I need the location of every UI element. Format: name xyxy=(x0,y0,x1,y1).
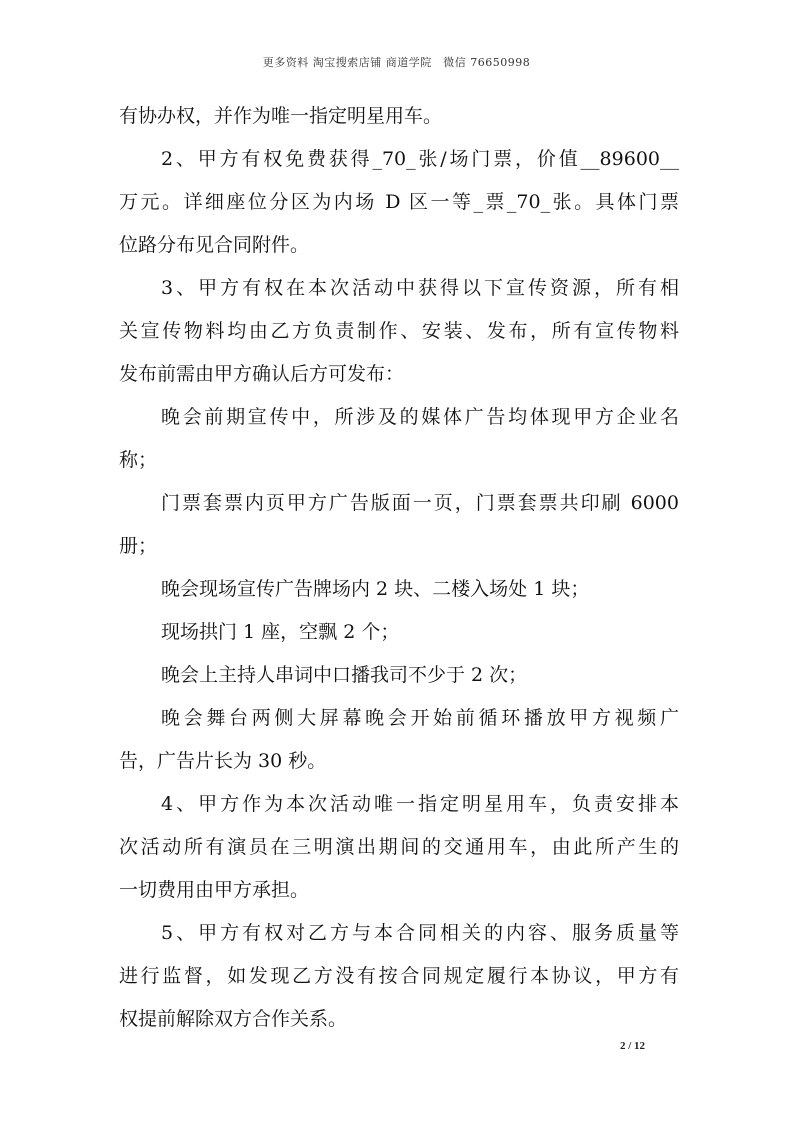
text-line: 晚会上主持人串词中口播我司不少于 2 次； xyxy=(161,664,528,686)
text-line: 晚会现场宣传广告牌场内 2 块、二楼入场处 1 块； xyxy=(161,578,590,600)
text-line: 5、甲方有权对乙方与本合同相关的内容、服务质量等 xyxy=(161,922,679,944)
text-line: 有协办权，并作为唯一指定明星用车。 xyxy=(119,105,443,127)
text-line: 门票套票内页甲方广告版面一页，门票套票共印刷 6000 xyxy=(161,492,679,514)
page-number: 2 / 12 xyxy=(620,1040,646,1052)
text-line: 4、甲方作为本次活动唯一指定明星用车，负责安排本 xyxy=(161,793,679,815)
text-line: 现场拱门 1 座，空飘 2 个； xyxy=(161,621,400,643)
text-line: 称； xyxy=(119,449,158,471)
text-line: 进行监督，如发现乙方没有按合同规定履行本协议，甲方有 xyxy=(119,965,679,987)
text-line: 告，广告片长为 30 秒。 xyxy=(119,750,327,772)
text-line: 晚会前期宣传中，所涉及的媒体广告均体现甲方企业名 xyxy=(161,406,679,428)
text-line: 关宣传物料均由乙方负责制作、安装、发布，所有宣传物料 xyxy=(119,320,679,342)
text-line: 册； xyxy=(119,535,158,557)
text-line: 晚会舞台两侧大屏幕晚会开始前循环播放甲方视频广 xyxy=(161,707,679,729)
text-line: 发布前需由甲方确认后方可发布： xyxy=(119,363,405,385)
text-line: 3、甲方有权在本次活动中获得以下宣传资源，所有相 xyxy=(161,277,679,299)
document-body xyxy=(119,95,679,1041)
text-line: 位路分布见合同附件。 xyxy=(119,234,310,256)
text-line: 万元。详细座位分区为内场 D 区一等_票_70_张。具体门票 xyxy=(119,191,679,213)
text-line: 2、甲方有权免费获得_70_张/场门票，价值__89600__ xyxy=(161,148,679,170)
text-line: 权提前解除双方合作关系。 xyxy=(119,1008,348,1030)
page-header: 更多资料 淘宝搜索店铺 商道学院 微信 76650998 xyxy=(262,56,531,69)
text-line: 次活动所有演员在三明演出期间的交通用车，由此所产生的 xyxy=(119,836,679,858)
text-line: 一切费用由甲方承担。 xyxy=(119,879,310,901)
